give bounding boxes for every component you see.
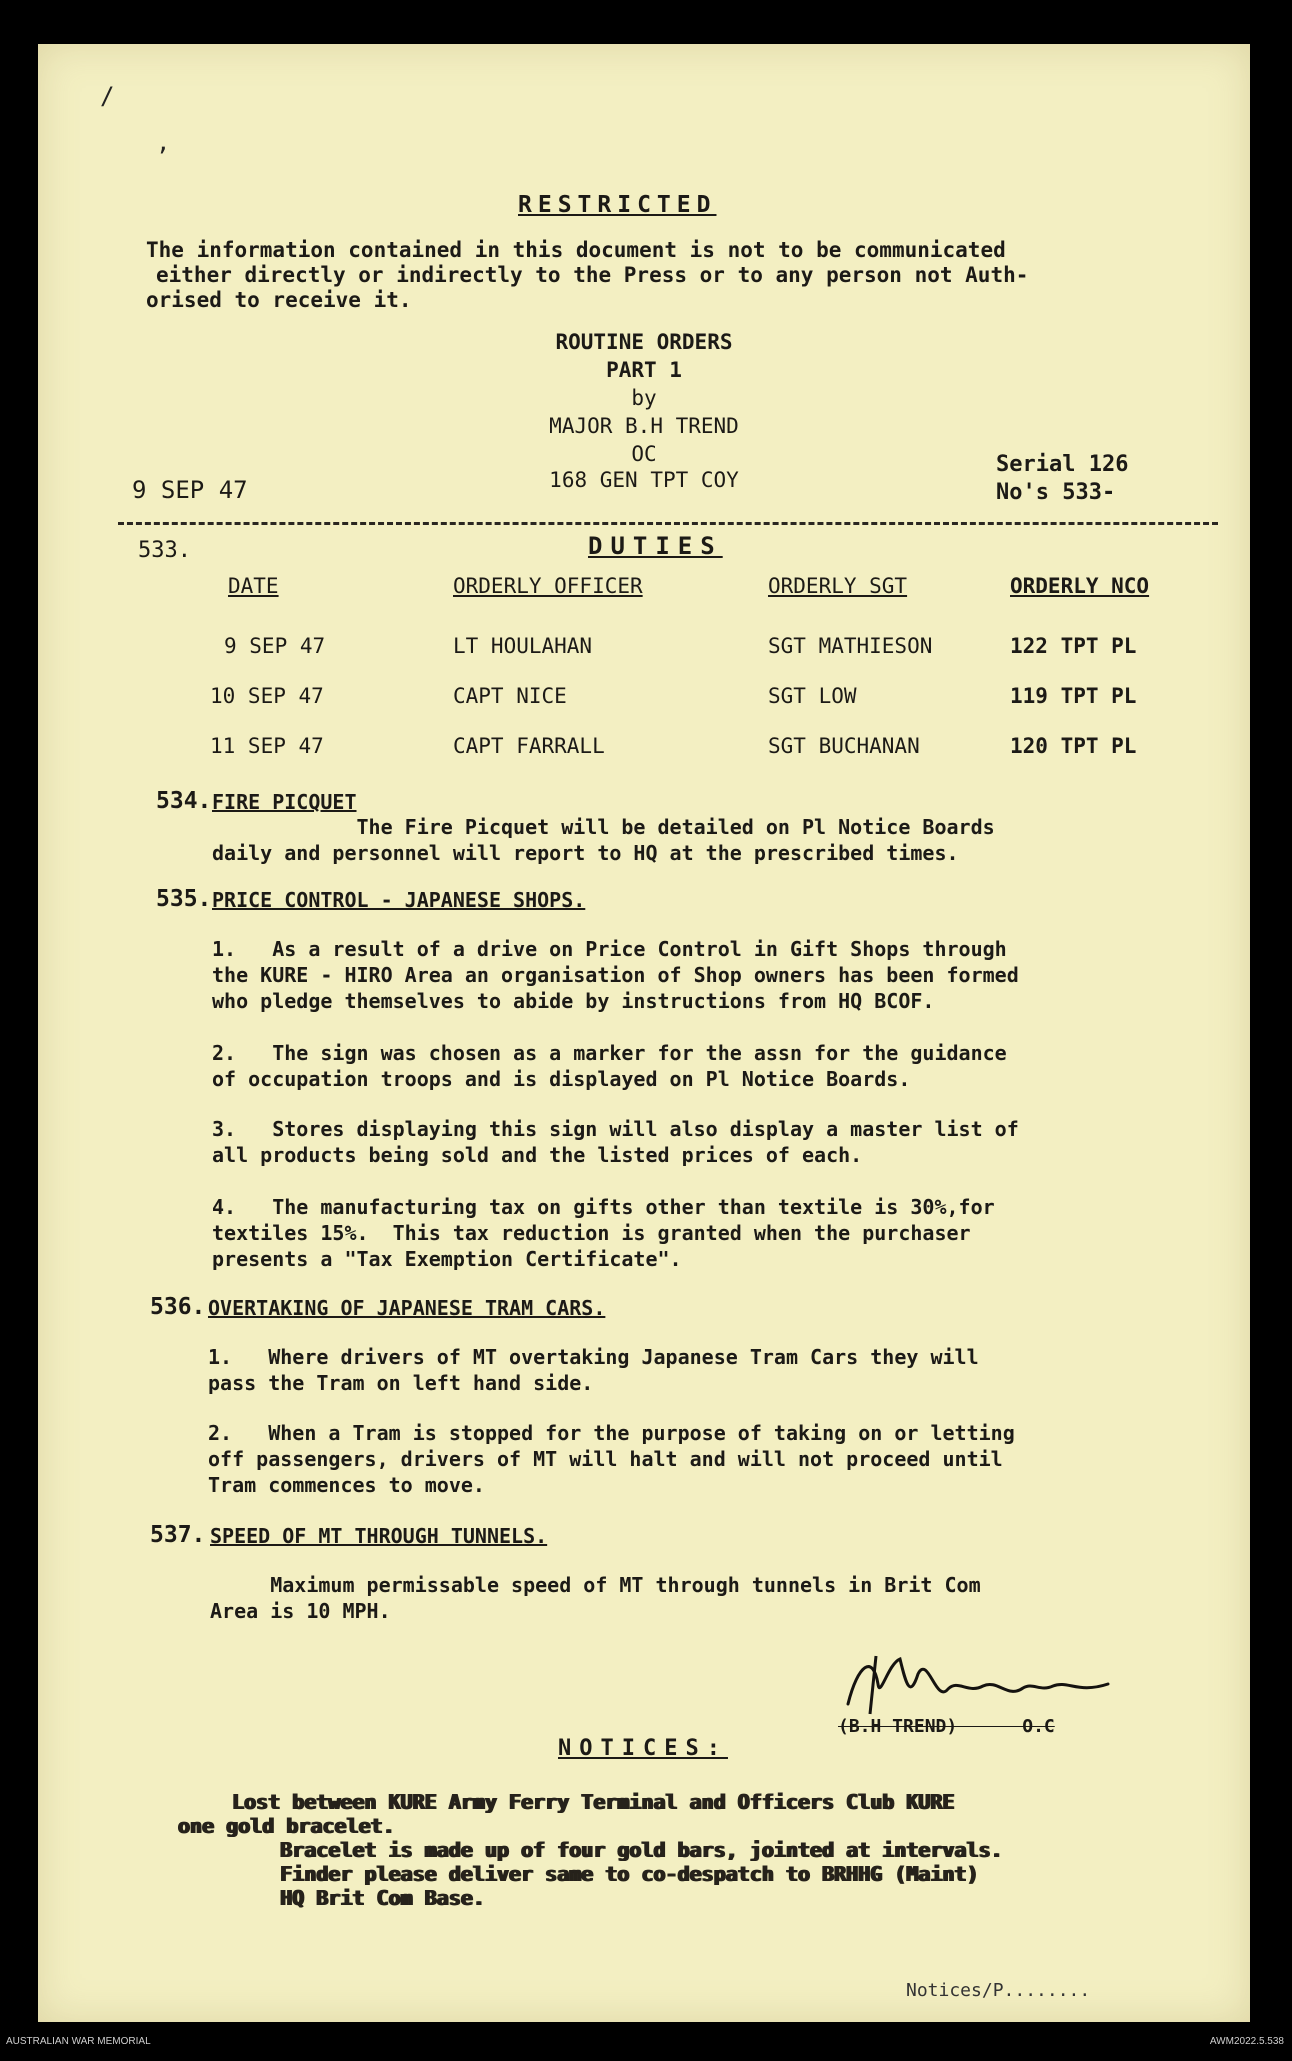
- title-line: OC: [631, 442, 657, 466]
- archive-footer: [0, 2030, 1292, 2061]
- table-cell: 11 SEP 47: [210, 734, 324, 758]
- continuation-note: Notices/P........: [906, 1980, 1091, 2001]
- text-line: 4. The manufacturing tax on gifts other than textile is 30%,for: [212, 1195, 995, 1219]
- table-cell: SGT LOW: [768, 684, 857, 708]
- table-cell: SGT BUCHANAN: [768, 734, 920, 758]
- table-cell: CAPT FARRALL: [453, 734, 605, 758]
- item-number: 534.: [156, 788, 212, 814]
- text-line: all products being sold and the listed prices of each.: [212, 1143, 863, 1167]
- ink-mark: ,: [156, 128, 171, 156]
- item-heading: SPEED OF MT THROUGH TUNNELS.: [210, 1524, 548, 1548]
- table-cell: 9 SEP 47: [224, 634, 326, 658]
- text-line: The Fire Picquet will be detailed on Pl Notice Boards: [212, 815, 995, 839]
- ink-mark: /: [100, 82, 115, 110]
- handwritten-signature: [818, 1644, 1158, 1724]
- table-cell: 120 TPT PL: [1010, 734, 1137, 758]
- archive-name: AUSTRALIAN WAR MEMORIAL: [6, 2036, 151, 2047]
- text-line: daily and personnel will report to HQ at the prescribed times.: [212, 841, 959, 865]
- text-line: off passengers, drivers of MT will halt and will not proceed until: [208, 1447, 1003, 1471]
- item-paragraph: [210, 1572, 981, 1624]
- text-line: of occupation troops and is displayed on Pl Notice Boards.: [212, 1067, 911, 1091]
- table-cell: 122 TPT PL: [1010, 634, 1137, 658]
- warning-line: either directly or indirectly to the Press or to any person not Auth-: [156, 263, 1029, 287]
- signatory-name: (B.H TREND) O.C: [838, 1716, 1055, 1737]
- text-line: the KURE - HIRO Area an organisation of Shop owners has been formed: [212, 963, 1019, 987]
- text-line: 1. As a result of a drive on Price Control in Gift Shops through: [212, 937, 1007, 961]
- text-line: Maximum permissable speed of MT through tunnels in Brit Com: [210, 1573, 981, 1597]
- title-line: ROUTINE ORDERS: [555, 330, 733, 354]
- title-line: 168 GEN TPT COY: [549, 468, 739, 492]
- document-page: [38, 44, 1250, 2022]
- notices-heading: NOTICES:: [558, 1736, 728, 1761]
- item-heading: PRICE CONTROL - JAPANESE SHOPS.: [212, 888, 586, 912]
- table-cell: CAPT NICE: [453, 684, 567, 708]
- notice-body: [178, 1790, 1003, 1910]
- column-header: DATE: [228, 574, 279, 598]
- item-heading: OVERTAKING OF JAPANESE TRAM CARS.: [208, 1296, 606, 1320]
- title-line: PART 1: [606, 358, 682, 382]
- table-cell: 119 TPT PL: [1010, 684, 1137, 708]
- order-date: 9 SEP 47: [132, 476, 248, 504]
- item-paragraph: [212, 936, 1019, 1014]
- item-paragraph: [212, 1116, 1019, 1168]
- text-line: one gold bracelet.: [178, 1814, 395, 1838]
- duties-heading: DUTIES: [588, 532, 723, 560]
- warning-line: orised to receive it.: [146, 288, 412, 312]
- item-number: 536.: [150, 1294, 206, 1320]
- text-line: Area is 10 MPH.: [210, 1599, 391, 1623]
- text-line: 2. When a Tram is stopped for the purpose of taking on or letting: [208, 1421, 1015, 1445]
- text-line: Bracelet is made up of four gold bars, jointed at intervals.: [208, 1838, 1003, 1862]
- title-line: by: [631, 386, 657, 410]
- item-number: 537.: [150, 1522, 206, 1548]
- serial-block: [996, 451, 1128, 507]
- text-line: HQ Brit Com Base.: [208, 1886, 485, 1910]
- restricted-heading: RESTRICTED: [518, 192, 717, 218]
- column-header: ORDERLY SGT: [768, 574, 908, 598]
- text-line: 1. Where drivers of MT overtaking Japanese Tram Cars they will: [208, 1345, 979, 1369]
- item-paragraph: [212, 814, 995, 866]
- restriction-warning: [146, 238, 1226, 313]
- item-number: 533.: [138, 538, 191, 563]
- item-paragraph: [208, 1420, 1015, 1498]
- order-numbers: No's 533-: [996, 480, 1116, 505]
- divider: [118, 522, 1218, 525]
- table-cell: 10 SEP 47: [210, 684, 324, 708]
- item-number: 535.: [156, 886, 212, 912]
- archive-reference: AWM2022.5.538: [1209, 2036, 1284, 2047]
- item-paragraph: [212, 1194, 995, 1272]
- table-cell: SGT MATHIESON: [768, 634, 933, 658]
- item-paragraph: [212, 1040, 1007, 1092]
- text-line: 2. The sign was chosen as a marker for the assn for the guidance: [212, 1041, 1007, 1065]
- serial-number: Serial 126: [996, 452, 1129, 477]
- title-line: MAJOR B.H TREND: [549, 414, 739, 438]
- table-cell: LT HOULAHAN: [453, 634, 593, 658]
- text-line: 3. Stores displaying this sign will also display a master list of: [212, 1117, 1019, 1141]
- text-line: who pledge themselves to abide by instructions from HQ BCOF.: [212, 989, 935, 1013]
- text-line: Finder please deliver same to co-despatch to BRHHG (Maint): [208, 1862, 979, 1886]
- text-line: Tram commences to move.: [208, 1473, 485, 1497]
- column-header: ORDERLY NCO: [1010, 574, 1150, 598]
- text-line: Lost between KURE Army Ferry Terminal and Officers Club KURE: [208, 1790, 955, 1814]
- text-line: presents a "Tax Exemption Certificate".: [212, 1247, 682, 1271]
- column-header: ORDERLY OFFICER: [453, 574, 643, 598]
- item-heading: FIRE PICQUET: [212, 790, 357, 814]
- text-line: textiles 15%. This tax reduction is granted when the purchaser: [212, 1221, 971, 1245]
- text-line: pass the Tram on left hand side.: [208, 1371, 594, 1395]
- warning-line: The information contained in this document is not to be communicated: [146, 238, 1006, 262]
- item-paragraph: [208, 1344, 979, 1396]
